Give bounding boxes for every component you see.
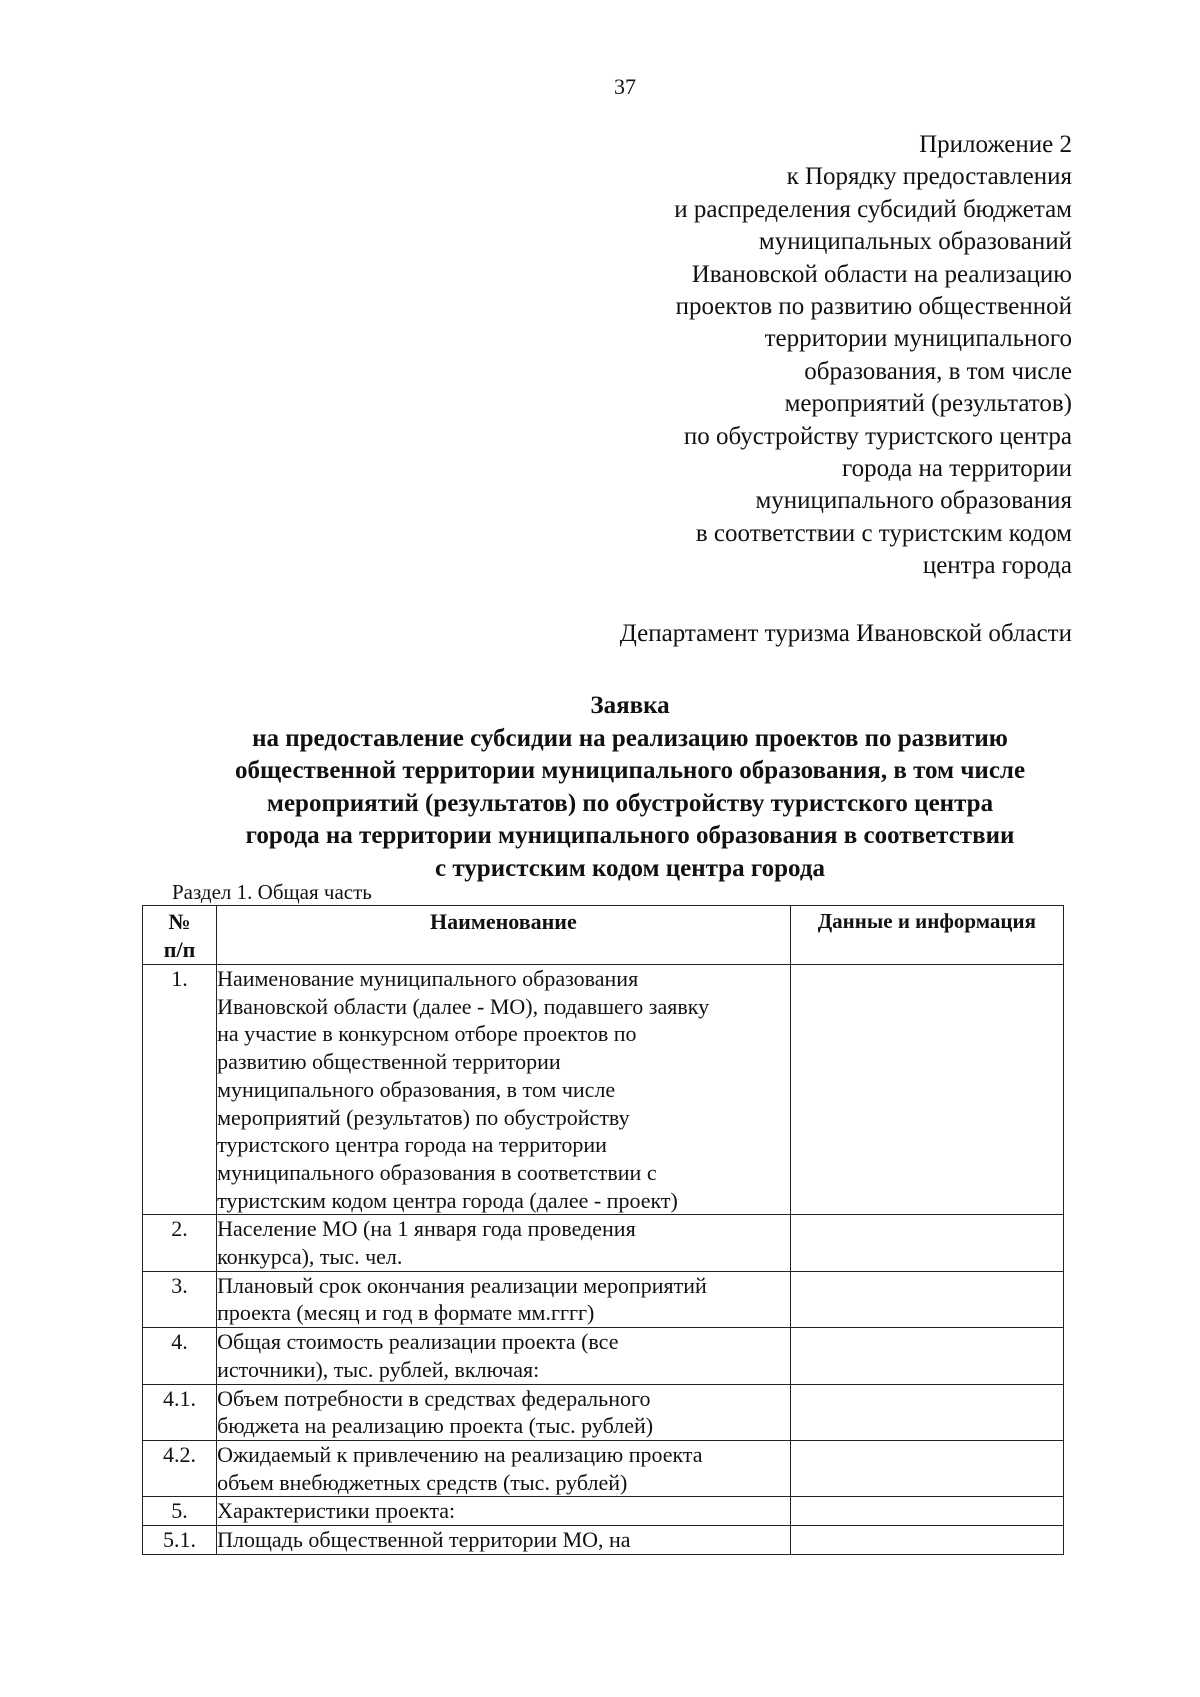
appendix-line: муниципальных образований xyxy=(758,228,1072,256)
row-data-cell[interactable] xyxy=(790,1497,1063,1526)
recipient-department: Департамент туризма Ивановской области xyxy=(619,620,1072,647)
row-name-line: Общая стоимость реализации проекта (все xyxy=(217,1329,619,1355)
row-number: 5.1. xyxy=(143,1526,217,1555)
row-name-line: Характеристики проекта: xyxy=(217,1498,456,1524)
title-line: мероприятий (результатов) по обустройству туристского центра xyxy=(266,789,994,817)
appendix-line: муниципального образования xyxy=(755,487,1072,515)
appendix-line: территории муниципального xyxy=(764,325,1072,353)
table-row xyxy=(143,965,1064,1215)
title-line: на предоставление субсидии на реализацию проектов по развитию xyxy=(252,724,1008,752)
row-name-line: развитию общественной территории xyxy=(217,1049,561,1075)
table-row xyxy=(143,1384,1064,1440)
row-name-line: проекта (месяц и год в формате мм.гггг) xyxy=(217,1300,595,1326)
row-number: 4. xyxy=(143,1328,217,1384)
table-header-row xyxy=(143,906,1064,965)
table-row xyxy=(143,1271,1064,1327)
row-name-line: туристского центра города на территории xyxy=(217,1132,607,1158)
application-table xyxy=(142,905,1064,1555)
row-name xyxy=(217,1271,791,1327)
header-number xyxy=(143,906,217,965)
appendix-line: образования, в том числе xyxy=(804,357,1072,385)
row-name-line: Площадь общественной территории МО, на xyxy=(217,1527,631,1553)
table-row xyxy=(143,1328,1064,1384)
row-number: 2. xyxy=(143,1215,217,1271)
title-line: общественной территории муниципального образования, в том числе xyxy=(234,757,1026,785)
row-number: 3. xyxy=(143,1271,217,1327)
appendix-line: Ивановской области на реализацию xyxy=(691,260,1072,288)
table-row xyxy=(143,1215,1064,1271)
row-name-line: Наименование муниципального образования xyxy=(217,966,639,991)
appendix-line: и распределения субсидий бюджетам xyxy=(674,195,1072,223)
appendix-line: мероприятий (результатов) xyxy=(784,390,1072,418)
appendix-line: по обустройству туристского центра xyxy=(683,422,1072,450)
appendix-line: проектов по развитию общественной xyxy=(675,293,1072,321)
row-data-cell[interactable] xyxy=(790,1384,1063,1440)
row-name-line: мероприятий (результатов) по обустройству xyxy=(217,1104,630,1130)
header-number-line: п/п xyxy=(163,937,196,962)
header-number-line: № xyxy=(168,909,191,934)
header-data: Данные и информация xyxy=(790,906,1063,965)
row-name-line: Ожидаемый к привлечению на реализацию проекта xyxy=(217,1441,703,1467)
row-name-line: Ивановской области (далее - МО), подавшего заявку xyxy=(217,993,710,1019)
row-data-cell[interactable] xyxy=(790,965,1063,1215)
row-name-line: Плановый срок окончания реализации мероприятий xyxy=(217,1272,707,1298)
row-name-line: муниципального образования, в том числе xyxy=(217,1076,616,1102)
row-name-line: объем внебюджетных средств (тыс. рублей) xyxy=(217,1469,628,1495)
title-line: города на территории муниципального образования в соответствии xyxy=(245,822,1015,850)
table-row xyxy=(143,1526,1064,1555)
row-data-cell[interactable] xyxy=(790,1215,1063,1271)
row-number: 4.2. xyxy=(143,1440,217,1496)
row-name xyxy=(217,1215,791,1271)
header-name: Наименование xyxy=(217,906,791,965)
row-name-line: Объем потребности в средствах федерального xyxy=(217,1385,651,1411)
row-name-line: муниципального образования в соответствии с xyxy=(217,1159,657,1185)
appendix-line: Приложение 2 xyxy=(919,131,1072,158)
row-number: 5. xyxy=(143,1497,217,1526)
appendix-line: центра города xyxy=(922,552,1072,580)
row-name xyxy=(217,1440,791,1496)
row-data-cell[interactable] xyxy=(790,1440,1063,1496)
row-name xyxy=(217,1384,791,1440)
row-data-cell[interactable] xyxy=(790,1271,1063,1327)
table-row xyxy=(143,1440,1064,1496)
row-name-line: на участие в конкурсном отборе проектов по xyxy=(217,1021,637,1047)
row-name-line: бюджета на реализацию проекта (тыс. рублей) xyxy=(217,1413,654,1439)
row-name xyxy=(217,1328,791,1384)
page-number: 37 xyxy=(614,74,636,99)
row-data-cell[interactable] xyxy=(790,1526,1063,1555)
row-name-line: конкурса), тыс. чел. xyxy=(217,1244,403,1270)
appendix-line: города на территории xyxy=(842,455,1072,483)
table-row xyxy=(143,1497,1064,1526)
row-number: 4.1. xyxy=(143,1384,217,1440)
appendix-line: к Порядку предоставления xyxy=(786,163,1072,191)
row-name-line: Население МО (на 1 января года проведения xyxy=(217,1216,636,1242)
appendix-heading xyxy=(512,129,1072,583)
appendix-line: в соответствии с туристским кодом xyxy=(695,519,1072,547)
table-body xyxy=(143,965,1064,1555)
row-name-line: источники), тыс. рублей, включая: xyxy=(217,1356,540,1382)
row-data-cell[interactable] xyxy=(790,1328,1063,1384)
section-label: Раздел 1. Общая часть xyxy=(172,880,372,904)
title-line: с туристским кодом центра города xyxy=(435,854,825,882)
title-line: Заявка xyxy=(590,692,670,719)
row-name xyxy=(217,1497,791,1526)
document-title xyxy=(140,690,1120,886)
row-name xyxy=(217,965,791,1215)
row-name-line: туристским кодом центра города (далее - проект) xyxy=(217,1187,678,1213)
row-number: 1. xyxy=(143,965,217,1215)
row-name xyxy=(217,1526,791,1555)
